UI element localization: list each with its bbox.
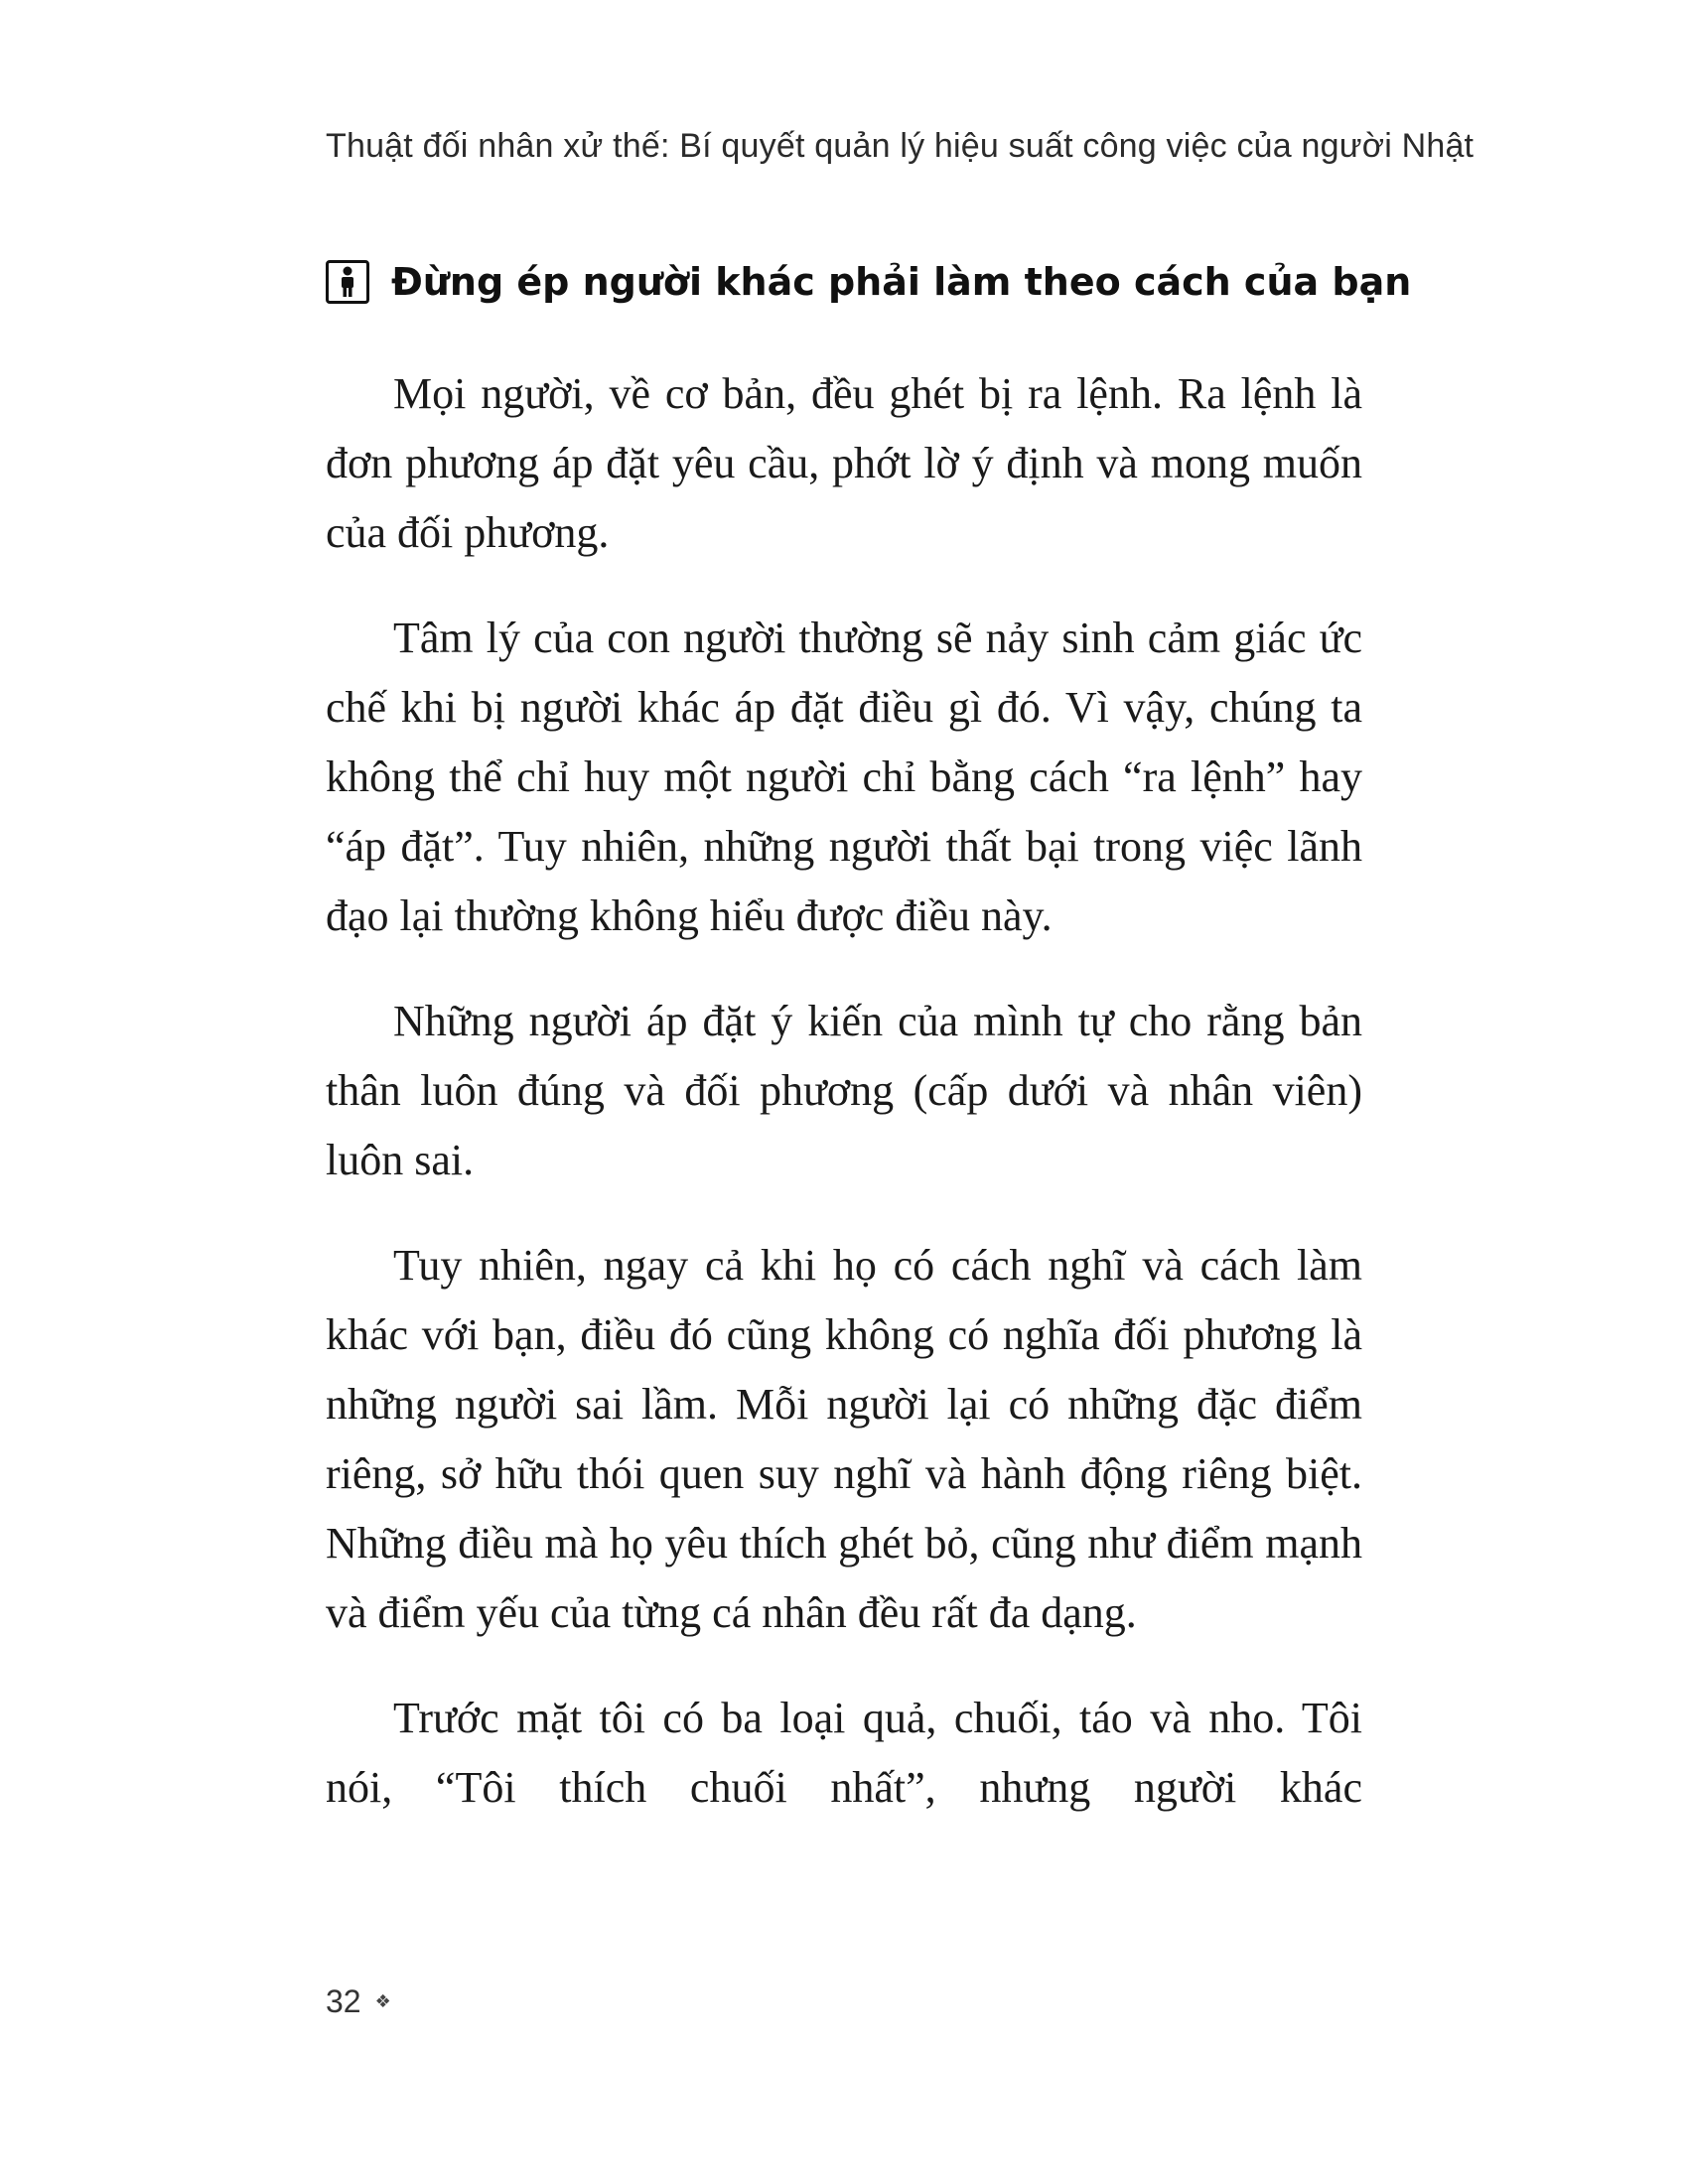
ornament-icon: ❖ bbox=[374, 1991, 391, 2011]
paragraph-4: Tuy nhiên, ngay cả khi họ có cách nghĩ và cách làm khác với bạn, điều đó cũng không có nghĩa đối phương là những người sai lầm. Mỗi người lại có những đặc điểm riêng, sở hữu thói quen suy nghĩ và hành động riêng biệt. Những điều mà họ yêu thích ghét bỏ, cũng như điểm mạnh và điểm yếu của từng cá nhân đều rất đa dạng. bbox=[326, 1241, 1362, 1637]
paragraph-3: Những người áp đặt ý kiến của mình tự cho rằng bản thân luôn đúng và đối phương (cấp dưới và nhân viên) luôn sai. bbox=[326, 997, 1362, 1184]
page-number: 32 bbox=[326, 1983, 361, 2019]
running-header: Thuật đối nhân xử thế: Bí quyết quản lý hiệu suất công việc của người Nhật bbox=[326, 127, 1475, 165]
body-text bbox=[326, 359, 1362, 1823]
paragraph-1: Mọi người, về cơ bản, đều ghét bị ra lệnh. Ra lệnh là đơn phương áp đặt yêu cầu, phớt lờ ý định và mong muốn của đối phương. bbox=[326, 369, 1362, 557]
paragraph-5: Trước mặt tôi có ba loại quả, chuối, táo và nho. Tôi nói, “Tôi thích chuối nhất”, nhưng người khác bbox=[326, 1694, 1362, 1812]
section-heading bbox=[326, 260, 1412, 304]
section-title: Đừng ép người khác phải làm theo cách của bạn bbox=[391, 260, 1412, 304]
page-footer bbox=[326, 1983, 391, 2020]
person-icon bbox=[326, 260, 369, 304]
paragraph-2: Tâm lý của con người thường sẽ nảy sinh cảm giác ức chế khi bị người khác áp đặt điều gì đó. Vì vậy, chúng ta không thể chỉ huy một người chỉ bằng cách “ra lệnh” hay “áp đặt”. Tuy nhiên, những người thất bại trong việc lãnh đạo lại thường không hiểu được điều này. bbox=[326, 614, 1362, 940]
